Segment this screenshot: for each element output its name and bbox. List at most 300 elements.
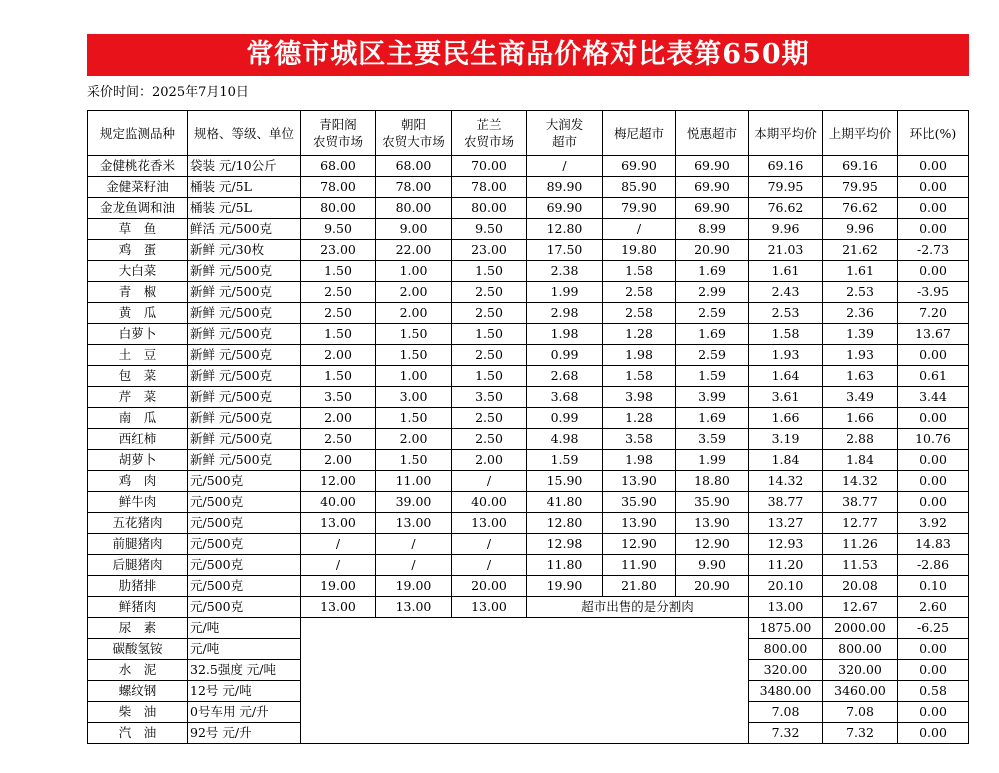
prev-avg: 9.96 — [823, 219, 898, 240]
change-percent: 0.00 — [898, 639, 969, 660]
item-spec: 桶装 元/5L — [188, 198, 301, 219]
price-yuehui: 1.99 — [676, 450, 749, 471]
table-row — [88, 618, 969, 639]
item-name: 前腿猪肉 — [88, 534, 188, 555]
price-rt-mart: 1.59 — [527, 450, 603, 471]
change-percent: 10.76 — [898, 429, 969, 450]
price-zhilan: 70.00 — [452, 156, 527, 177]
price-yuehui: 3.59 — [676, 429, 749, 450]
prev-avg: 7.08 — [823, 702, 898, 723]
price-yuehui: 12.90 — [676, 534, 749, 555]
price-zhilan: 2.50 — [452, 408, 527, 429]
price-chaoyang: 2.00 — [376, 282, 452, 303]
price-rt-mart: 69.90 — [527, 198, 603, 219]
price-rt-mart: 3.68 — [527, 387, 603, 408]
price-qingyangge: 3.50 — [301, 387, 376, 408]
prev-avg: 69.16 — [823, 156, 898, 177]
current-avg: 13.27 — [749, 513, 823, 534]
item-name: 鸡 肉 — [88, 471, 188, 492]
table-row — [88, 198, 969, 219]
prev-avg: 12.67 — [823, 597, 898, 618]
price-zhilan: 2.50 — [452, 282, 527, 303]
item-name: 黄 瓜 — [88, 303, 188, 324]
table-row — [88, 282, 969, 303]
change-percent: 0.00 — [898, 723, 969, 744]
item-name: 尿 素 — [88, 618, 188, 639]
price-rt-mart: 15.90 — [527, 471, 603, 492]
supermarket-note: 超市出售的是分割肉 — [527, 597, 749, 618]
price-rt-mart: / — [527, 156, 603, 177]
prev-avg: 21.62 — [823, 240, 898, 261]
price-rt-mart: 89.90 — [527, 177, 603, 198]
change-percent: -2.73 — [898, 240, 969, 261]
current-avg: 320.00 — [749, 660, 823, 681]
prev-avg: 1.61 — [823, 261, 898, 282]
price-yuehui: 1.69 — [676, 408, 749, 429]
prev-avg: 320.00 — [823, 660, 898, 681]
price-rt-mart: 2.98 — [527, 303, 603, 324]
item-name: 鲜猪肉 — [88, 597, 188, 618]
item-name: 鸡 蛋 — [88, 240, 188, 261]
price-rt-mart: 41.80 — [527, 492, 603, 513]
price-qingyangge: 2.50 — [301, 303, 376, 324]
current-avg: 38.77 — [749, 492, 823, 513]
price-zhilan: 2.50 — [452, 345, 527, 366]
prev-avg: 1.84 — [823, 450, 898, 471]
header-prev-avg: 上期平均价 — [823, 111, 898, 156]
price-zhilan: 80.00 — [452, 198, 527, 219]
price-yuehui: 69.90 — [676, 198, 749, 219]
price-rt-mart: 2.38 — [527, 261, 603, 282]
item-spec: 92号 元/升 — [188, 723, 301, 744]
price-yuehui: 2.99 — [676, 282, 749, 303]
item-spec: 新鲜 元/500克 — [188, 429, 301, 450]
price-meini: 1.28 — [603, 408, 676, 429]
price-qingyangge: 2.00 — [301, 408, 376, 429]
price-chaoyang: 1.00 — [376, 366, 452, 387]
change-percent: 7.20 — [898, 303, 969, 324]
header-yuehui: 悦惠超市 — [676, 111, 749, 156]
price-meini: 21.80 — [603, 576, 676, 597]
price-meini: 35.90 — [603, 492, 676, 513]
price-meini: 79.90 — [603, 198, 676, 219]
current-avg: 79.95 — [749, 177, 823, 198]
price-qingyangge: 12.00 — [301, 471, 376, 492]
item-name: 土 豆 — [88, 345, 188, 366]
price-meini: 13.90 — [603, 471, 676, 492]
current-avg: 2.53 — [749, 303, 823, 324]
price-qingyangge: 9.50 — [301, 219, 376, 240]
price-yuehui: 20.90 — [676, 576, 749, 597]
price-meini: / — [603, 219, 676, 240]
price-qingyangge: 2.00 — [301, 345, 376, 366]
current-avg: 7.08 — [749, 702, 823, 723]
prev-avg: 20.08 — [823, 576, 898, 597]
price-yuehui: 3.99 — [676, 387, 749, 408]
change-percent: 3.92 — [898, 513, 969, 534]
price-rt-mart: 2.68 — [527, 366, 603, 387]
header-current-avg: 本期平均价 — [749, 111, 823, 156]
price-meini: 3.58 — [603, 429, 676, 450]
item-spec: 元/500克 — [188, 534, 301, 555]
current-avg: 21.03 — [749, 240, 823, 261]
price-qingyangge: 13.00 — [301, 513, 376, 534]
item-name: 大白菜 — [88, 261, 188, 282]
change-percent: -6.25 — [898, 618, 969, 639]
price-qingyangge: 2.50 — [301, 429, 376, 450]
item-name: 柴 油 — [88, 702, 188, 723]
prev-avg: 1.66 — [823, 408, 898, 429]
price-chaoyang: 39.00 — [376, 492, 452, 513]
table-row — [88, 555, 969, 576]
price-zhilan: 2.50 — [452, 303, 527, 324]
price-meini: 13.90 — [603, 513, 676, 534]
header-rt-mart: 大润发 超市 — [527, 111, 603, 156]
price-yuehui: 1.69 — [676, 261, 749, 282]
price-chaoyang: 1.50 — [376, 450, 452, 471]
table-row — [88, 345, 969, 366]
item-name: 鲜牛肉 — [88, 492, 188, 513]
change-percent: 0.00 — [898, 408, 969, 429]
price-yuehui: 35.90 — [676, 492, 749, 513]
price-zhilan: 2.50 — [452, 429, 527, 450]
change-percent: 0.00 — [898, 261, 969, 282]
change-percent: 0.00 — [898, 450, 969, 471]
prev-avg: 3460.00 — [823, 681, 898, 702]
price-zhilan: 78.00 — [452, 177, 527, 198]
price-yuehui: 18.80 — [676, 471, 749, 492]
price-chaoyang: 80.00 — [376, 198, 452, 219]
price-meini: 1.98 — [603, 450, 676, 471]
price-qingyangge: 1.50 — [301, 324, 376, 345]
current-avg: 1.64 — [749, 366, 823, 387]
table-row — [88, 471, 969, 492]
price-zhilan: 23.00 — [452, 240, 527, 261]
item-spec: 新鲜 元/500克 — [188, 261, 301, 282]
current-avg: 76.62 — [749, 198, 823, 219]
header-spec: 规格、等级、单位 — [188, 111, 301, 156]
change-percent: -3.95 — [898, 282, 969, 303]
item-spec: 新鲜 元/500克 — [188, 387, 301, 408]
table-row — [88, 429, 969, 450]
item-name: 白萝卜 — [88, 324, 188, 345]
change-percent: 0.00 — [898, 345, 969, 366]
price-yuehui: 1.69 — [676, 324, 749, 345]
table-row — [88, 492, 969, 513]
price-meini: 2.58 — [603, 303, 676, 324]
item-spec: 新鲜 元/500克 — [188, 303, 301, 324]
price-qingyangge: / — [301, 534, 376, 555]
current-avg: 1.84 — [749, 450, 823, 471]
item-spec: 0号车用 元/升 — [188, 702, 301, 723]
table-row — [88, 219, 969, 240]
price-zhilan: 13.00 — [452, 513, 527, 534]
change-percent: 14.83 — [898, 534, 969, 555]
price-yuehui: 9.90 — [676, 555, 749, 576]
prev-avg: 2000.00 — [823, 618, 898, 639]
price-meini: 1.58 — [603, 366, 676, 387]
item-spec: 鲜活 元/500克 — [188, 219, 301, 240]
prev-avg: 14.32 — [823, 471, 898, 492]
price-qingyangge: 80.00 — [301, 198, 376, 219]
price-qingyangge: 2.50 — [301, 282, 376, 303]
change-percent: 13.67 — [898, 324, 969, 345]
price-meini: 11.90 — [603, 555, 676, 576]
current-avg: 69.16 — [749, 156, 823, 177]
table-row — [88, 156, 969, 177]
price-qingyangge: 23.00 — [301, 240, 376, 261]
table-header-row — [88, 111, 969, 156]
item-spec: 12号 元/吨 — [188, 681, 301, 702]
change-percent: 0.00 — [898, 198, 969, 219]
price-yuehui: 1.59 — [676, 366, 749, 387]
price-yuehui: 69.90 — [676, 177, 749, 198]
price-chaoyang: 78.00 — [376, 177, 452, 198]
price-comparison-table — [87, 110, 969, 744]
price-meini: 69.90 — [603, 156, 676, 177]
price-yuehui: 2.59 — [676, 345, 749, 366]
header-market-chaoyang: 朝阳 农贸大市场 — [376, 111, 452, 156]
item-name: 青 椒 — [88, 282, 188, 303]
price-rt-mart: 1.98 — [527, 324, 603, 345]
price-chaoyang: 22.00 — [376, 240, 452, 261]
price-qingyangge: 68.00 — [301, 156, 376, 177]
price-zhilan: 1.50 — [452, 366, 527, 387]
price-chaoyang: / — [376, 534, 452, 555]
current-avg: 1.93 — [749, 345, 823, 366]
price-rt-mart: 12.80 — [527, 219, 603, 240]
prev-avg: 1.63 — [823, 366, 898, 387]
item-name: 五花猪肉 — [88, 513, 188, 534]
current-avg: 13.00 — [749, 597, 823, 618]
item-spec: 元/吨 — [188, 618, 301, 639]
change-percent: 0.00 — [898, 660, 969, 681]
price-meini: 19.80 — [603, 240, 676, 261]
current-avg: 12.93 — [749, 534, 823, 555]
price-qingyangge: 1.50 — [301, 366, 376, 387]
price-zhilan: / — [452, 534, 527, 555]
prev-avg: 2.36 — [823, 303, 898, 324]
prev-avg: 3.49 — [823, 387, 898, 408]
page-title: 常德市城区主要民生商品价格对比表第650期 — [87, 34, 969, 76]
table-row — [88, 324, 969, 345]
item-name: 金健桃花香米 — [88, 156, 188, 177]
item-name: 肋猪排 — [88, 576, 188, 597]
price-qingyangge: 1.50 — [301, 261, 376, 282]
price-chaoyang: 9.00 — [376, 219, 452, 240]
price-chaoyang: 2.00 — [376, 303, 452, 324]
change-percent: 0.00 — [898, 471, 969, 492]
item-name: 汽 油 — [88, 723, 188, 744]
item-name: 草 鱼 — [88, 219, 188, 240]
price-zhilan: / — [452, 471, 527, 492]
prev-avg: 79.95 — [823, 177, 898, 198]
item-name: 包 菜 — [88, 366, 188, 387]
prev-avg: 38.77 — [823, 492, 898, 513]
item-spec: 新鲜 元/500克 — [188, 408, 301, 429]
price-chaoyang: 1.00 — [376, 261, 452, 282]
table-row — [88, 240, 969, 261]
price-meini: 1.28 — [603, 324, 676, 345]
item-name: 水 泥 — [88, 660, 188, 681]
price-qingyangge: 13.00 — [301, 597, 376, 618]
table-row — [88, 303, 969, 324]
item-spec: 袋装 元/10公斤 — [188, 156, 301, 177]
change-percent: -2.86 — [898, 555, 969, 576]
change-percent: 0.58 — [898, 681, 969, 702]
item-spec: 新鲜 元/500克 — [188, 366, 301, 387]
prev-avg: 1.39 — [823, 324, 898, 345]
item-spec: 元/500克 — [188, 597, 301, 618]
current-avg: 2.43 — [749, 282, 823, 303]
table-row — [88, 597, 969, 618]
item-name: 胡萝卜 — [88, 450, 188, 471]
price-rt-mart: 0.99 — [527, 345, 603, 366]
table-row — [88, 408, 969, 429]
item-spec: 新鲜 元/500克 — [188, 450, 301, 471]
price-chaoyang: 1.50 — [376, 345, 452, 366]
price-rt-mart: 12.98 — [527, 534, 603, 555]
price-rt-mart: 1.99 — [527, 282, 603, 303]
price-rt-mart: 0.99 — [527, 408, 603, 429]
current-avg: 1.61 — [749, 261, 823, 282]
current-avg: 20.10 — [749, 576, 823, 597]
prev-avg: 800.00 — [823, 639, 898, 660]
header-item: 规定监测品种 — [88, 111, 188, 156]
price-qingyangge: 40.00 — [301, 492, 376, 513]
table-row — [88, 366, 969, 387]
current-avg: 1.58 — [749, 324, 823, 345]
price-rt-mart: 4.98 — [527, 429, 603, 450]
blank-area — [301, 618, 749, 744]
item-name: 芹 菜 — [88, 387, 188, 408]
prev-avg: 2.88 — [823, 429, 898, 450]
current-avg: 3.61 — [749, 387, 823, 408]
prev-avg: 2.53 — [823, 282, 898, 303]
header-meini: 梅尼超市 — [603, 111, 676, 156]
change-percent: 0.10 — [898, 576, 969, 597]
price-zhilan: 20.00 — [452, 576, 527, 597]
item-spec: 桶装 元/5L — [188, 177, 301, 198]
price-meini: 1.58 — [603, 261, 676, 282]
price-chaoyang: 68.00 — [376, 156, 452, 177]
price-zhilan: 3.50 — [452, 387, 527, 408]
item-spec: 元/500克 — [188, 471, 301, 492]
change-percent: 0.00 — [898, 219, 969, 240]
price-chaoyang: 3.00 — [376, 387, 452, 408]
item-spec: 新鲜 元/500克 — [188, 282, 301, 303]
price-chaoyang: 13.00 — [376, 597, 452, 618]
current-avg: 7.32 — [749, 723, 823, 744]
price-zhilan: 40.00 — [452, 492, 527, 513]
prev-avg: 1.93 — [823, 345, 898, 366]
current-avg: 1.66 — [749, 408, 823, 429]
item-spec: 元/500克 — [188, 492, 301, 513]
item-spec: 元/500克 — [188, 555, 301, 576]
price-yuehui: 13.90 — [676, 513, 749, 534]
item-name: 碳酸氢铵 — [88, 639, 188, 660]
prev-avg: 7.32 — [823, 723, 898, 744]
price-qingyangge: 78.00 — [301, 177, 376, 198]
price-meini: 85.90 — [603, 177, 676, 198]
price-rt-mart: 12.80 — [527, 513, 603, 534]
price-meini: 12.90 — [603, 534, 676, 555]
price-chaoyang: / — [376, 555, 452, 576]
price-zhilan: / — [452, 555, 527, 576]
price-chaoyang: 2.00 — [376, 429, 452, 450]
header-change: 环比(%) — [898, 111, 969, 156]
current-avg: 9.96 — [749, 219, 823, 240]
price-rt-mart: 17.50 — [527, 240, 603, 261]
item-name: 金健菜籽油 — [88, 177, 188, 198]
change-percent: 3.44 — [898, 387, 969, 408]
current-avg: 800.00 — [749, 639, 823, 660]
price-qingyangge: 19.00 — [301, 576, 376, 597]
current-avg: 14.32 — [749, 471, 823, 492]
price-chaoyang: 1.50 — [376, 324, 452, 345]
price-chaoyang: 1.50 — [376, 408, 452, 429]
table-row — [88, 177, 969, 198]
item-name: 南 瓜 — [88, 408, 188, 429]
table-row — [88, 534, 969, 555]
current-avg: 1875.00 — [749, 618, 823, 639]
item-name: 金龙鱼调和油 — [88, 198, 188, 219]
prev-avg: 12.77 — [823, 513, 898, 534]
price-meini: 1.98 — [603, 345, 676, 366]
header-market-qingyangge: 青阳阁 农贸市场 — [301, 111, 376, 156]
price-chaoyang: 11.00 — [376, 471, 452, 492]
table-row — [88, 450, 969, 471]
item-spec: 新鲜 元/500克 — [188, 345, 301, 366]
price-zhilan: 13.00 — [452, 597, 527, 618]
header-market-zhilan: 芷兰 农贸市场 — [452, 111, 527, 156]
table-row — [88, 513, 969, 534]
table-row — [88, 576, 969, 597]
change-percent: 0.00 — [898, 492, 969, 513]
item-spec: 新鲜 元/500克 — [188, 324, 301, 345]
price-yuehui: 69.90 — [676, 156, 749, 177]
item-spec: 新鲜 元/30枚 — [188, 240, 301, 261]
prev-avg: 11.26 — [823, 534, 898, 555]
price-qingyangge: / — [301, 555, 376, 576]
table-row — [88, 261, 969, 282]
price-meini: 3.98 — [603, 387, 676, 408]
price-rt-mart: 19.90 — [527, 576, 603, 597]
price-rt-mart: 11.80 — [527, 555, 603, 576]
item-name: 螺纹钢 — [88, 681, 188, 702]
price-yuehui: 8.99 — [676, 219, 749, 240]
change-percent: 0.00 — [898, 156, 969, 177]
item-spec: 元/吨 — [188, 639, 301, 660]
price-zhilan: 1.50 — [452, 324, 527, 345]
change-percent: 0.61 — [898, 366, 969, 387]
price-meini: 2.58 — [603, 282, 676, 303]
change-percent: 0.00 — [898, 177, 969, 198]
current-avg: 11.20 — [749, 555, 823, 576]
collection-date: 采价时间：2025年7月10日 — [87, 85, 249, 100]
item-name: 西红柿 — [88, 429, 188, 450]
current-avg: 3.19 — [749, 429, 823, 450]
price-chaoyang: 13.00 — [376, 513, 452, 534]
price-yuehui: 20.90 — [676, 240, 749, 261]
change-percent: 2.60 — [898, 597, 969, 618]
change-percent: 0.00 — [898, 702, 969, 723]
item-name: 后腿猪肉 — [88, 555, 188, 576]
item-spec: 元/500克 — [188, 513, 301, 534]
price-zhilan: 1.50 — [452, 261, 527, 282]
price-zhilan: 2.00 — [452, 450, 527, 471]
price-zhilan: 9.50 — [452, 219, 527, 240]
